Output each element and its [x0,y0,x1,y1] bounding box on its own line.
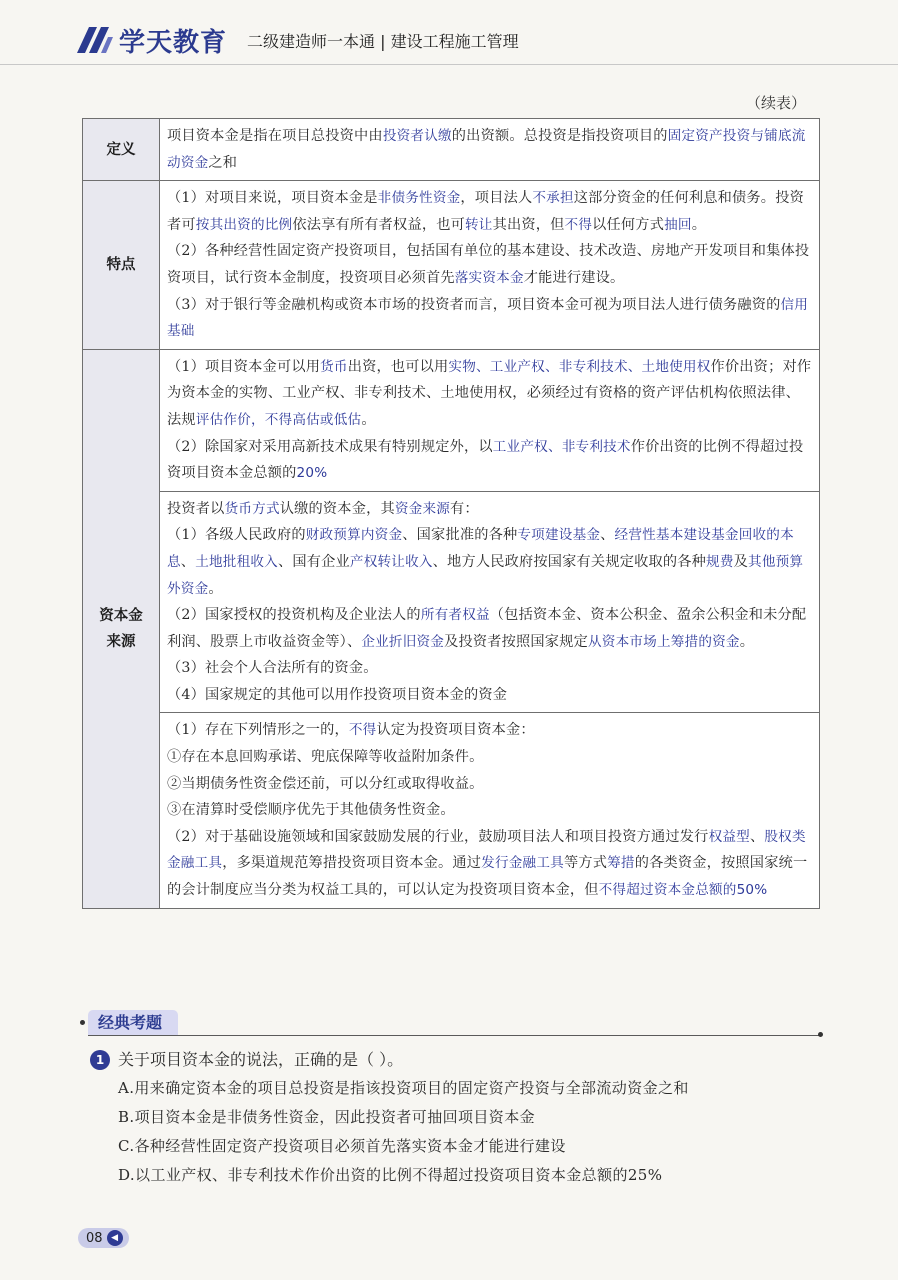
highlight-term: 规费 [706,553,734,570]
text-run: （1）对项目来说，项目资本金是 [167,190,378,207]
source-item [167,682,812,709]
highlight-term: 按其出资的比例 [195,216,293,233]
page-header [75,22,519,58]
text-run: 、 [600,527,615,544]
highlight-term: 权益型 [708,828,750,845]
highlight-term: 从资本市场上筹措的资金 [587,633,740,650]
text-run: （3）社会个人合法所有的资金。 [167,660,378,677]
highlight-term: 货币 [320,358,348,375]
text-run: （2）国家授权的投资机构及企业法人的 [167,607,421,624]
text-run: （3）对于银行等金融机构或资本市场的投资者而言，项目资本金可视为项目法人进行债务融资的 [167,296,781,313]
text-run: 。 [691,216,707,233]
highlight-term: 经营性基本建设基金回收的本息 [167,527,794,570]
source-item [167,824,812,904]
text-run: 出资，也可以用 [347,358,449,375]
highlight-term: 落实资本金 [454,269,524,286]
bullet-dot-icon [80,1020,85,1025]
section-divider [88,1035,820,1036]
text-run: ③在清算时受偿顺序优先于其他债务性资金。 [167,802,455,819]
page-number [78,1228,129,1248]
text-run: 。 [739,633,755,650]
text-run: （包括资本金、资本公积金、盈余公积金和未分配利润、股票上市收益资金等）、 [167,607,807,650]
question-stem-line [90,1046,810,1074]
option-a: A.用来确定资本金的项目总投资是指该投资项目的固定资产投资与全部流动资金之和 [118,1079,689,1097]
source-item [167,655,812,682]
highlight-term: 产权转让收入 [349,553,433,570]
text-run: 投资者以 [167,500,225,517]
highlight-term: 工业产权、非专利技术 [492,438,631,455]
text-run: 以任何方式 [592,216,665,233]
text-run: （1）存在下列情形之一的， [167,722,349,739]
page-arrow-icon: ◀ [107,1230,123,1246]
definition-cell [160,119,820,181]
table-continued-label: （续表） [745,94,806,112]
text-run: 、 [180,553,196,570]
text-run: 这部分资金的任何利息和债务。投资者可 [167,190,804,233]
sources-contribution-cell [160,349,820,491]
highlight-term: 固定资产投资与铺底流动资金 [167,128,806,171]
header-divider [0,64,898,65]
highlight-term: 筹措 [607,855,635,872]
source-item [167,602,812,655]
text-run: （1）项目资本金可以用 [167,358,321,375]
text-run: 等方式 [563,855,608,872]
table-row-sources-c [83,713,820,908]
option-d: D.以工业产权、非专利技术作价出资的比例不得超过投资项目资本金总额的25% [118,1166,663,1184]
text-run: ①存在本息回购承诺、兜底保障等收益附加条件。 [167,749,484,766]
text-run: 作价出资；对作为资本金的实物、工业产权、非专利技术、土地使用权，必须经过有资格的资产评估机构依照法律、法规 [167,358,812,428]
text-run: 及 [733,553,749,570]
label-line: 来源 [106,633,136,650]
source-item [167,354,812,434]
highlight-term: 货币方式 [224,500,280,517]
highlight-term: 不得超过资本金总额的50% [598,882,768,899]
text-run: 认缴的资本金，其 [279,500,395,517]
text-run: 的各类资金，按照国家统一的会计制度应当分类为权益工具的，可以认定为投资项目资本金，但 [167,855,808,899]
highlight-term: 不得 [564,216,593,233]
text-run: 认定为投资项目资本金： [376,722,535,739]
source-item [167,717,812,744]
text-run: （1）各级人民政府的 [167,527,306,544]
highlight-term: 所有者权益 [420,607,490,624]
sources-restrictions-cell [160,713,820,908]
brand-name: 学天教育 [119,27,228,58]
feature-item [167,292,812,345]
text-run: 及投资者按照国家规定 [444,633,588,650]
source-item [167,496,812,523]
highlight-term: 股权类金融工具 [167,828,806,872]
text-run: 的出资额。总投资是指投资项目的 [451,128,668,144]
features-cell [160,181,820,350]
page-number-text: 08 [86,1230,103,1246]
label-line: 资本金 [99,607,143,624]
highlight-term: 资金来源 [394,500,451,517]
table-row-features [83,181,820,350]
text-run: 、国家批准的各种 [402,527,518,544]
text-run: （2）各种经营性固定资产投资项目，包括国有单位的基本建设、技术改造、房地产开发项目和集体投资项目，试行资本金制度，投资项目必须首先 [167,243,810,286]
feature-item [167,238,812,291]
sources-funds-cell [160,491,820,713]
highlight-term: 财政预算内资金 [305,527,403,544]
label-features: 特点 [83,181,160,350]
label-capital-sources [83,349,160,908]
logo-icon [75,25,115,55]
highlight-term: 其他预算外资金 [167,553,804,597]
text-run: 其出资，但 [492,216,565,233]
source-item [167,771,812,798]
text-run: 有： [450,500,479,517]
table-row-sources-a [83,349,820,491]
highlight-term: 转让 [465,216,493,233]
highlight-term: 不得 [348,722,377,739]
question-stem: 关于项目资本金的说法，正确的是（ ）。 [118,1050,404,1069]
text-run: 。 [208,580,223,597]
source-item [167,434,812,487]
highlight-term: 实物、工业产权、非专利技术、土地使用权 [448,358,711,375]
text-run: 、地方人民政府按国家有关规定收取的各种 [432,553,707,570]
text-run: （2）对于基础设施领域和国家鼓励发展的行业，鼓励项目法人和项目投资方通过发行 [167,828,709,845]
highlight-term: 企业折旧资金 [361,633,445,650]
highlight-term: 抽回 [664,216,692,233]
text-run: 。 [361,411,376,428]
definition-text [167,123,812,176]
text-run: （4）国家规定的其他可以用作投资项目资本金的资金 [167,686,508,703]
question-number-badge: 1 [90,1050,110,1070]
text-run: 作价出资的比例不得超过投资项目资本金总额的 [167,438,804,482]
text-run: ，项目法人 [460,190,533,207]
knowledge-table [82,118,820,909]
logo [75,22,227,59]
text-run: （2）除国家对采用高新技术成果有特别规定外，以 [167,438,493,455]
highlight-term: 专项建设基金 [517,527,601,544]
highlight-term: 发行金融工具 [481,855,564,872]
text-run: ②当期债务性资金偿还前，可以分红或取得收益。 [167,775,484,792]
text-run: 、 [749,828,765,845]
highlight-term: 投资者认缴 [382,128,452,144]
text-run: 依法享有所有者权益，也可 [292,216,465,233]
highlight-term: 非债务性资金 [377,190,461,207]
option-b: B.项目资本金是非债务性资金，因此投资者可抽回项目资本金 [118,1108,535,1126]
highlight-term: 信用基础 [167,296,809,340]
highlight-term: 不承担 [532,190,574,207]
exam-question [90,1046,810,1190]
feature-item [167,185,812,238]
text-run: 项目资本金是指在项目总投资中由 [167,128,383,144]
section-header [80,1010,820,1036]
source-item [167,744,812,771]
highlight-term: 20% [296,465,328,482]
end-dot-icon [818,1032,823,1037]
table-row-sources-b [83,491,820,713]
section-title: 经典考题 [88,1010,178,1036]
label-definition: 定义 [83,119,160,181]
text-run: ，多渠道规范筹措投资项目资本金。通过 [222,855,482,872]
option-c: C.各种经营性固定资产投资项目必须首先落实资本金才能进行建设 [118,1137,566,1155]
highlight-term: 评估作价，不得高估或低估 [195,411,362,428]
source-item [167,797,812,824]
text-run: 之和 [208,154,238,171]
highlight-term: 土地批租收入 [195,553,278,570]
book-subtitle: 二级建造师一本通 | 建设工程施工管理 [247,31,519,51]
source-item [167,522,812,602]
text-run: 、国有企业 [277,553,350,570]
table-row-definition [83,119,820,181]
text-run: 才能进行建设。 [523,269,625,286]
